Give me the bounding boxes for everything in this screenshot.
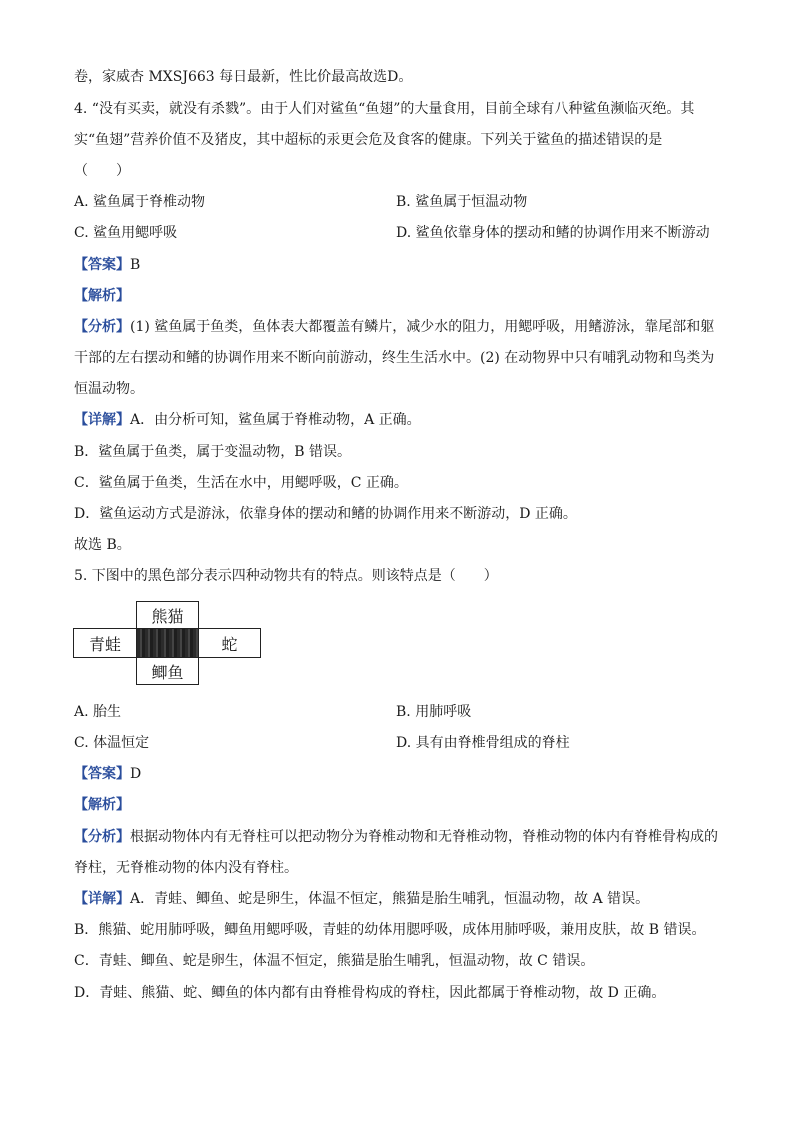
detail-line: B．熊猫、蛇用肺呼吸，鲫鱼用鳃呼吸，青蛙的幼体用腮呼吸，成体用肺呼吸，兼用皮肤，故 B 错误。: [74, 922, 706, 938]
answer-line: [74, 765, 141, 783]
answer-label: 【答案】: [74, 257, 130, 273]
option-d: D. 鲨鱼依靠身体的摆动和鳍的协调作用来不断游动: [396, 225, 710, 241]
detail-line: B．鲨鱼属于鱼类，属于变温动物，B 错误。: [74, 444, 352, 460]
fenxi-line: 恒温动物。: [74, 381, 144, 397]
analysis-label-text: 【解析】: [74, 288, 130, 304]
fenxi-text: 根据动物体内有无脊柱可以把动物分为脊椎动物和无脊椎动物，脊椎动物的体内有脊椎骨构成的: [130, 829, 718, 845]
option-a: A. 胎生: [74, 704, 122, 720]
conclusion-line: 故选 B。: [74, 537, 131, 553]
analysis-label-text: 【解析】: [74, 797, 130, 813]
answer-value: B: [130, 257, 141, 273]
option-b: B. 用肺呼吸: [396, 704, 472, 720]
animal-diagram: [73, 601, 261, 685]
question-4-stem: 4. “没有买卖，就没有杀戮”。由于人们对鲨鱼“鱼翅”的大量食用，目前全球有八种鲨鱼濒临灭绝。其: [74, 101, 695, 117]
diagram-cell-right: 蛇: [198, 628, 261, 658]
detail-label: 【详解】: [74, 891, 130, 907]
option-d: D. 具有由脊椎骨组成的脊柱: [396, 735, 570, 751]
option-c: C. 鲨鱼用鳃呼吸: [74, 225, 178, 241]
detail-line: [74, 890, 649, 908]
analysis-label: [74, 287, 130, 305]
fenxi-line: [74, 828, 718, 846]
answer-value: D: [130, 766, 142, 782]
option-b: B. 鲨鱼属于恒温动物: [396, 194, 528, 210]
answer-line: [74, 256, 140, 274]
detail-line: C．鲨鱼属于鱼类，生活在水中，用鳃呼吸，C 正确。: [74, 475, 408, 491]
question-5-stem: 5. 下图中的黑色部分表示四种动物共有的特点。则该特点是（ ）: [74, 568, 498, 584]
fenxi-label: 【分析】: [74, 319, 130, 335]
diagram-black-center: [136, 628, 199, 658]
fenxi-text: (1) 鲨鱼属于鱼类，鱼体表大都覆盖有鳞片，减少水的阻力，用鳃呼吸，用鳍游泳，靠尾部和躯: [130, 319, 715, 335]
detail-line: D．鲨鱼运动方式是游泳，依靠身体的摆动和鳍的协调作用来不断游动，D 正确。: [74, 506, 577, 522]
diagram-cell-left: 青蛙: [73, 628, 137, 658]
fenxi-label: 【分析】: [74, 829, 130, 845]
analysis-label: [74, 796, 130, 814]
detail-text: A．青蛙、鲫鱼、蛇是卵生，体温不恒定，熊猫是胎生哺乳，恒温动物，故 A 错误。: [130, 891, 650, 907]
detail-text: A．由分析可知，鲨鱼属于脊椎动物，A 正确。: [130, 412, 421, 428]
fenxi-line: 干部的左右摆动和鳍的协调作用来不断向前游动，终生生活水中。(2) 在动物界中只有哺乳动物和鸟类为: [74, 350, 715, 366]
detail-line: [74, 411, 421, 429]
option-c: C. 体温恒定: [74, 735, 150, 751]
option-a: A. 鲨鱼属于脊椎动物: [74, 194, 206, 210]
text-line: 卷，家威杏 MXSJ663 每日最新，性比价最高故选D。: [74, 69, 413, 85]
fenxi-line: 脊柱，无脊椎动物的体内没有脊柱。: [74, 860, 298, 876]
fenxi-line: [74, 318, 714, 336]
question-4-stem: 实“鱼翅”营养价值不及猪皮，其中超标的汞更会危及食客的健康。下列关于鲨鱼的描述错误的是: [74, 132, 663, 148]
answer-label: 【答案】: [74, 766, 130, 782]
diagram-cell-bottom: 鲫鱼: [136, 657, 199, 685]
detail-label: 【详解】: [74, 412, 130, 428]
detail-line: C．青蛙、鲫鱼、蛇是卵生，体温不恒定，熊猫是胎生哺乳，恒温动物，故 C 错误。: [74, 953, 595, 969]
question-4-bracket: （ ）: [74, 163, 130, 179]
detail-line: D．青蛙、熊猫、蛇、鲫鱼的体内都有由脊椎骨构成的脊柱，因此都属于脊椎动物，故 D 正确。: [74, 985, 666, 1001]
diagram-cell-top: 熊猫: [136, 601, 199, 629]
